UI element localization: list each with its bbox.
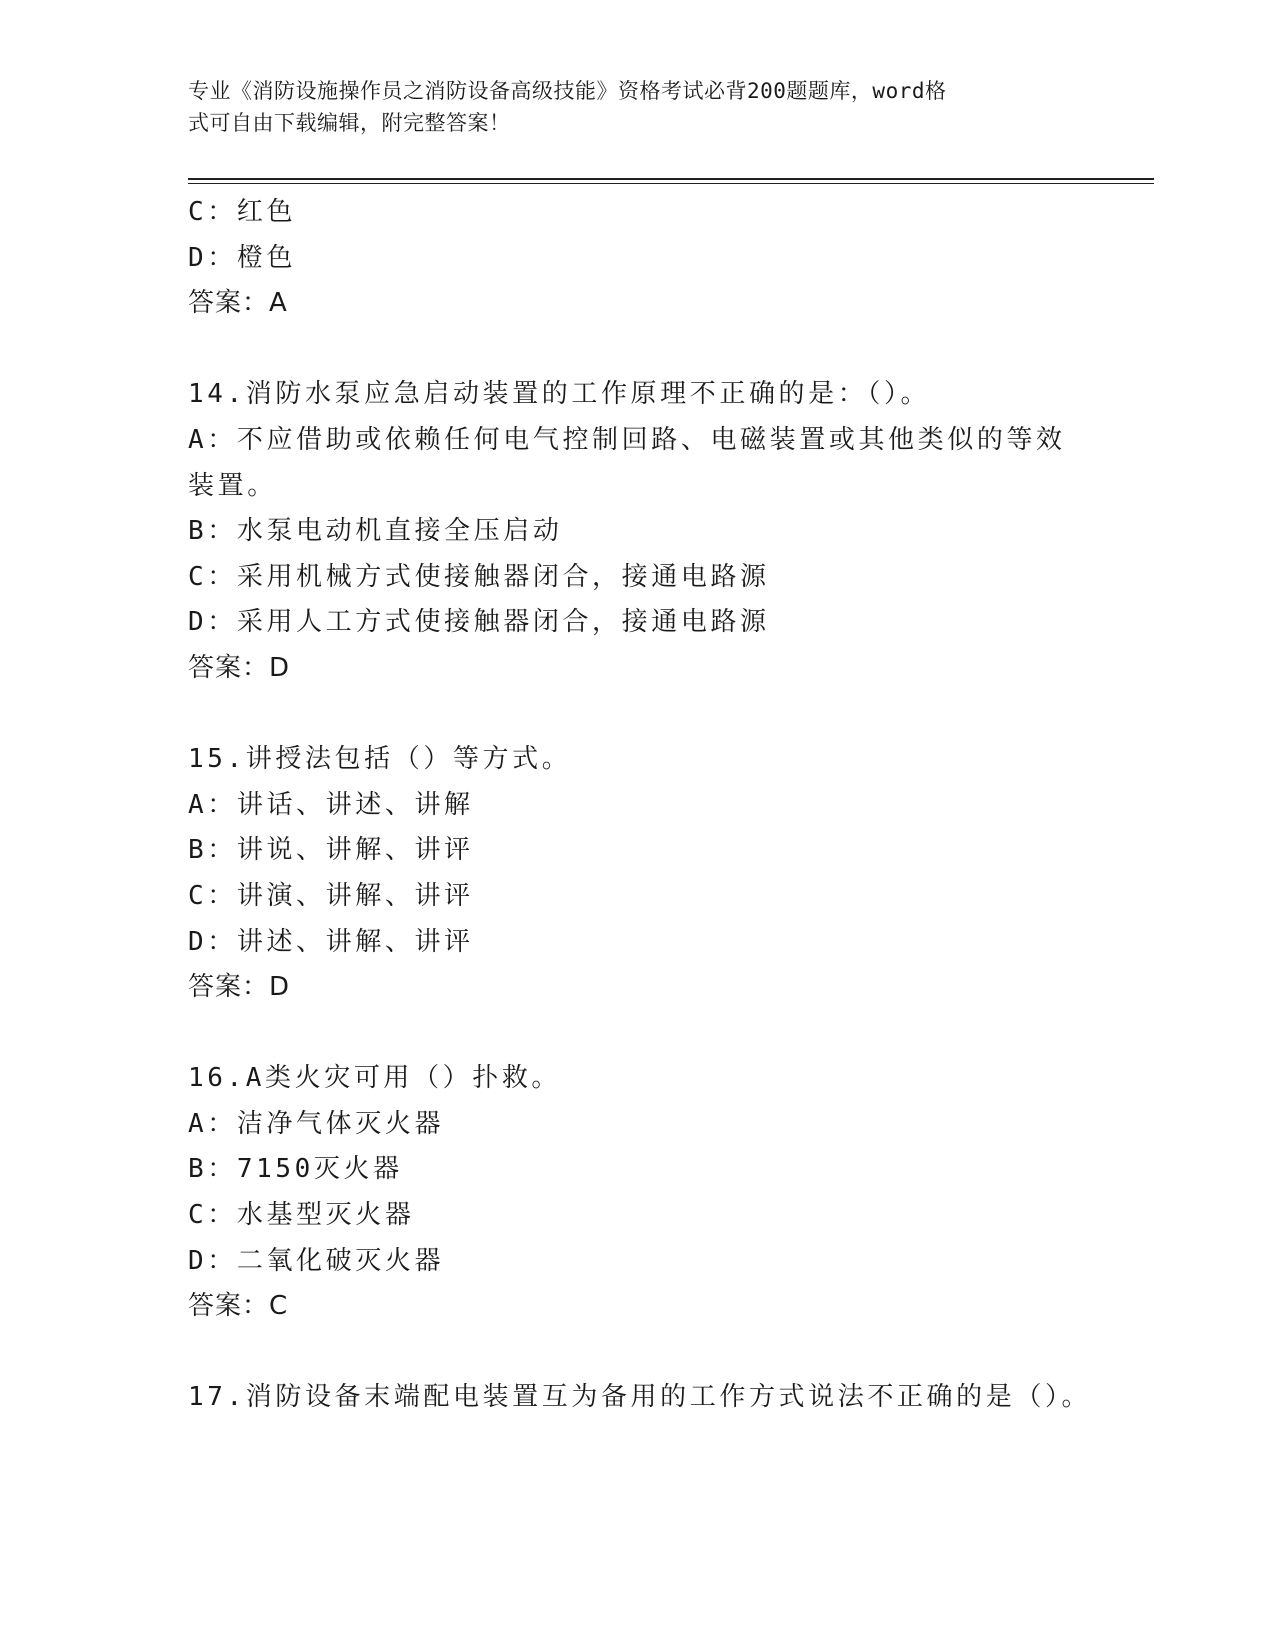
answer-line: 答案：D: [188, 652, 291, 683]
question-14: [188, 372, 1088, 691]
option-d: D：二氧化破灭火器: [188, 1245, 445, 1276]
option-a: A：洁净气体灭火器: [188, 1108, 445, 1139]
header-divider-thin: [188, 183, 1154, 184]
header-line-1: 专业《消防设施操作员之消防设备高级技能》资格考试必背200题题库，word格: [188, 79, 947, 103]
answer-line: 答案：A: [188, 288, 288, 319]
option-c: C：采用机械方式使接触器闭合，接通电路源: [188, 561, 770, 592]
option-b: B：讲说、讲解、讲评: [188, 835, 474, 866]
option-a: A：讲话、讲述、讲解: [188, 789, 474, 820]
question-list: [188, 190, 1092, 1421]
question-stem: 16.A类火灾可用（）扑救。: [188, 1063, 562, 1094]
document-header: [188, 75, 1068, 139]
question-15: [188, 737, 1088, 1011]
question-stem: 14.消防水泵应急启动装置的工作原理不正确的是：（）。: [188, 379, 931, 410]
spacer: [188, 1011, 1088, 1057]
spacer: [188, 1330, 1088, 1376]
option-c: C：讲演、讲解、讲评: [188, 880, 474, 911]
option-d: D：橙色: [188, 242, 297, 273]
option-b: B：水泵电动机直接全压启动: [188, 516, 563, 547]
question-17: [188, 1375, 1092, 1421]
spacer: [188, 692, 1088, 738]
header-divider-thick: [188, 178, 1154, 180]
question-stem: 15.讲授法包括（）等方式。: [188, 744, 572, 775]
header-line-2: 式可自由下载编辑，附完整答案！: [188, 111, 511, 135]
question-13-tail: [188, 190, 1088, 327]
option-d: D：采用人工方式使接触器闭合，接通电路源: [188, 607, 770, 638]
option-b: B：7150灭火器: [188, 1154, 403, 1185]
option-a: A：不应借助或依赖任何电气控制回路、电磁装置或其他类似的等效装置。: [188, 424, 1066, 501]
spacer: [188, 327, 1088, 373]
option-d: D：讲述、讲解、讲评: [188, 926, 474, 957]
option-c: C：红色: [188, 197, 297, 227]
question-stem: 17.消防设备末端配电装置互为备用的工作方式说法不正确的是（）。: [188, 1382, 1092, 1413]
answer-line: 答案：C: [188, 1291, 289, 1322]
question-16: [188, 1056, 1088, 1330]
option-c: C：水基型灭火器: [188, 1200, 415, 1231]
answer-line: 答案：D: [188, 972, 291, 1003]
